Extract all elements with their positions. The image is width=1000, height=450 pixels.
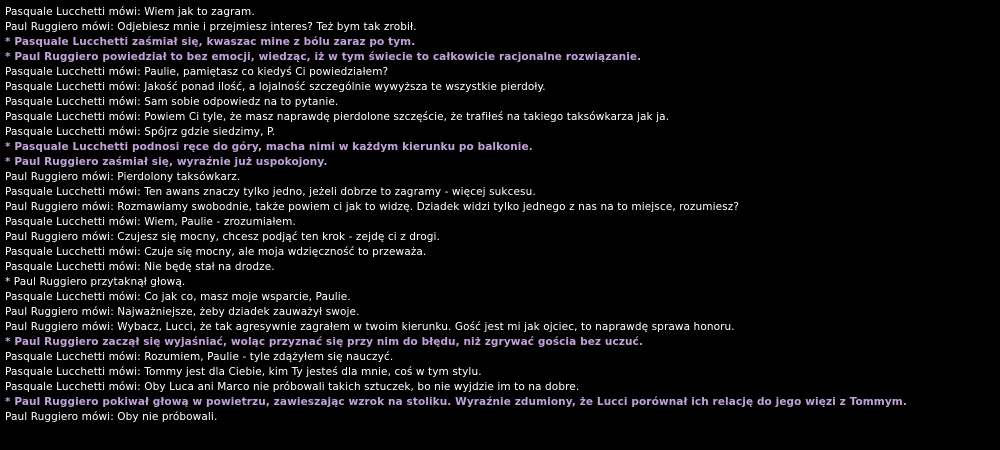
chat-line: Pasquale Lucchetti mówi: Wiem jak to zagram.: [5, 6, 255, 18]
chat-line-action: * Pasquale Lucchetti podnosi ręce do góry, macha nimi w każdym kierunku po balkonie.: [5, 141, 533, 153]
chat-line: Pasquale Lucchetti mówi: Oby Luca ani Marco nie próbowali takich sztuczek, bo nie wyjdzie im to na dobre.: [5, 381, 580, 393]
chat-line: Pasquale Lucchetti mówi: Wiem, Paulie - zrozumiałem.: [5, 216, 296, 228]
chat-line-action: * Paul Ruggiero zaczął się wyjaśniać, woląc przyznać się przy nim do błędu, niż zgrywać gościa bez uczuć.: [5, 336, 643, 348]
chat-line: Pasquale Lucchetti mówi: Tommy jest dla Ciebie, kim Ty jesteś dla mnie, coś w tym stylu.: [5, 366, 482, 378]
chat-line: Pasquale Lucchetti mówi: Ten awans znaczy tylko jedno, jeżeli dobrze to zagramy - więcej sukcesu.: [5, 186, 536, 198]
chat-log: [5, 5, 995, 445]
chat-line: Pasquale Lucchetti mówi: Paulie, pamiętasz co kiedyś Ci powiedziałem?: [5, 66, 389, 78]
chat-line: Pasquale Lucchetti mówi: Sam sobie odpowiedz na to pytanie.: [5, 96, 339, 108]
chat-line-action: * Paul Ruggiero pokiwał głową w powietrzu, zawieszając wzrok na stoliku. Wyraźnie zdumiony, że Lucci porównał ich relację do jego więzi z Tommym.: [5, 396, 907, 408]
chat-line: Paul Ruggiero mówi: Czujesz się mocny, chcesz podjąć ten krok - zejdę ci z drogi.: [5, 231, 440, 243]
chat-line-action: * Paul Ruggiero przytaknął głową.: [5, 276, 186, 288]
chat-line: Paul Ruggiero mówi: Oby nie próbowali.: [5, 411, 218, 423]
chat-line-action: * Paul Ruggiero powiedział to bez emocji, wiedząc, iż w tym świecie to całkowicie racjonalne rozwiązanie.: [5, 51, 642, 63]
chat-line: Pasquale Lucchetti mówi: Czuje się mocny, ale moja wdzięczność to przeważa.: [5, 246, 427, 258]
chat-line-action: * Paul Ruggiero zaśmiał się, wyraźnie już uspokojony.: [5, 156, 328, 168]
chat-line: Pasquale Lucchetti mówi: Rozumiem, Paulie - tyle zdążyłem się nauczyć.: [5, 351, 394, 363]
chat-line: Paul Ruggiero mówi: Wybacz, Lucci, że tak agresywnie zagrałem w twoim kierunku. Gość jest mi jak ojciec, to naprawdę sprawa honoru.: [5, 321, 735, 333]
chat-line: Pasquale Lucchetti mówi: Co jak co, masz moje wsparcie, Paulie.: [5, 291, 351, 303]
chat-line: Paul Ruggiero mówi: Najważniejsze, żeby dziadek zauważył swoje.: [5, 306, 360, 318]
chat-line: Paul Ruggiero mówi: Pierdolony taksówkarz.: [5, 171, 241, 183]
chat-line: Pasquale Lucchetti mówi: Spójrz gdzie siedzimy, P.: [5, 126, 276, 138]
chat-line: Pasquale Lucchetti mówi: Nie będę stał na drodze.: [5, 261, 275, 273]
chat-line: Pasquale Lucchetti mówi: Jakość ponad ilość, a lojalność szczególnie wywyższa te wszystkie pierdoły.: [5, 81, 546, 93]
chat-line: Pasquale Lucchetti mówi: Powiem Ci tyle, że masz naprawdę pierdolone szczęście, że trafiłeś na takiego taksówkarza jak ja.: [5, 111, 670, 123]
chat-line: Paul Ruggiero mówi: Rozmawiamy swobodnie, także powiem ci jak to widzę. Dziadek widzi tylko jednego z nas na to miejsce, rozumiesz?: [5, 201, 740, 213]
chat-line-action: * Pasquale Lucchetti zaśmiał się, kwaszac mine z bólu zaraz po tym.: [5, 36, 416, 48]
chat-line: Paul Ruggiero mówi: Odjebiesz mnie i przejmiesz interes? Też bym tak zrobił.: [5, 21, 417, 33]
